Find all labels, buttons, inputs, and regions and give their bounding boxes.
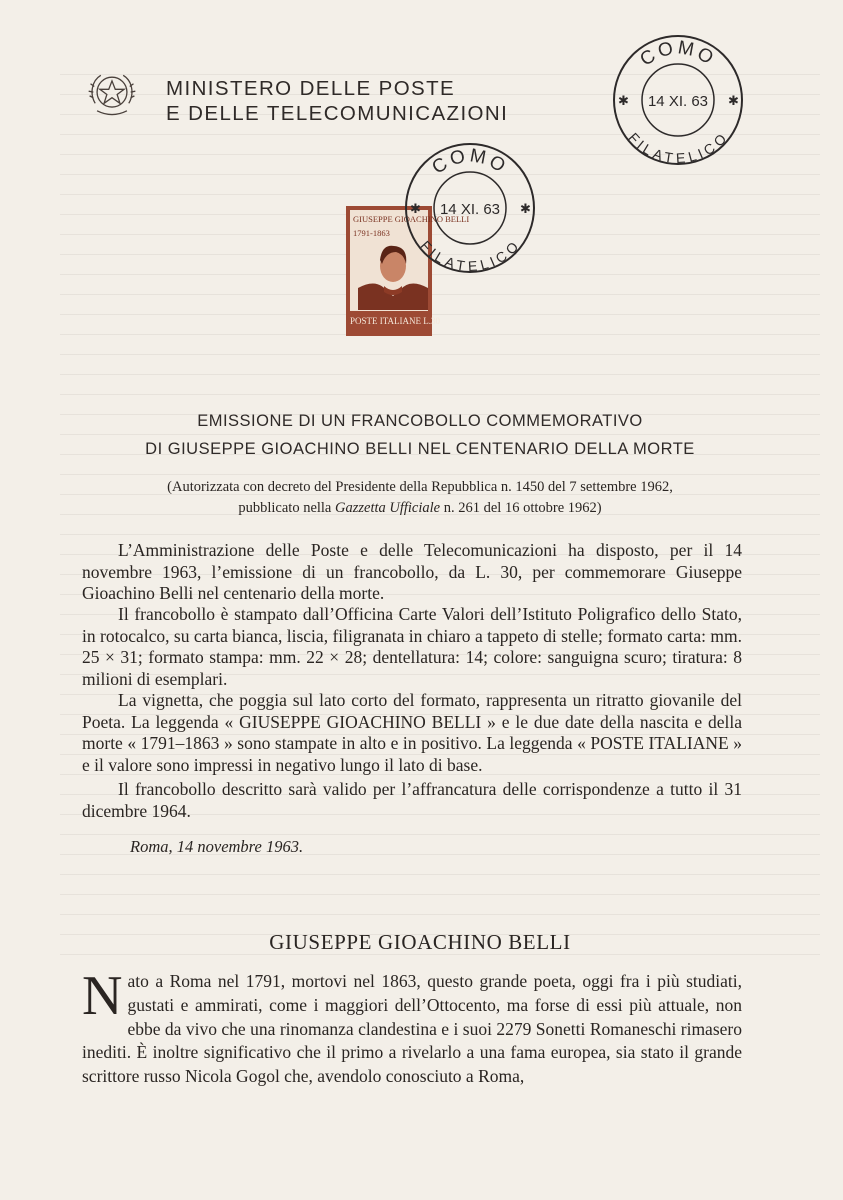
issue-heading-line-1: EMISSIONE DI UN FRANCOBOLLO COMMEMORATIVO bbox=[197, 412, 643, 430]
postmark-star-icon: ✱ bbox=[410, 201, 421, 216]
stamp-dates: 1791-1863 bbox=[353, 228, 390, 238]
biography-text: ato a Roma nel 1791, mortovi nel 1863, questo grande poeta, oggi fra i più studiati, gustati e ammirati, come i maggiori dell’Ottocento, ma forse di essi più attuale, non ebbe da vivo che una rinomanza clandestina e i suoi 2279 Sonetti Romaneschi rimasero inediti. È inoltre significativo che il primo a rivelarlo a una fama europea, sia stato il grande scrittore russo Nicola Gogol che, avendolo conosciuto a Roma, bbox=[82, 971, 742, 1087]
postmark-office: FILATELICO bbox=[625, 129, 731, 167]
authorization-line-1: (Autorizzata con decreto del Presidente della Repubblica n. 1450 del 7 settembre 1962, bbox=[167, 479, 673, 495]
postmark-office: FILATELICO bbox=[417, 237, 523, 275]
stamp-value-band: POSTE ITALIANE L.30 bbox=[350, 311, 428, 332]
drop-cap: N bbox=[82, 965, 123, 1027]
body-paragraph: Il francobollo è stampato dall’Officina Carte Valori dell’Istituto Poligrafico dello Stato, in rotocalco, su carta bianca, liscia, filigranata in chiaro a tappeto di stelle; formato carta: mm. 25 × 31; formato stampa: mm. 22 × 28; dentellatura: 14; colore: sanguigna scuro; tiratura: 8 milioni di esemplari. bbox=[82, 604, 742, 689]
svg-text:FILATELICO bbox=[417, 238, 522, 275]
postmark-star-icon: ✱ bbox=[520, 201, 531, 216]
section-title: GIUSEPPE GIOACHINO BELLI bbox=[269, 930, 571, 954]
issue-heading-line-2: DI GIUSEPPE GIOACHINO BELLI NEL CENTENARIO DELLA MORTE bbox=[145, 440, 695, 458]
place-date: Roma, 14 novembre 1963. bbox=[130, 837, 304, 856]
gazette-title: Gazzetta Ufficiale bbox=[335, 500, 441, 516]
body-paragraph: L’Amministrazione delle Poste e delle Telecomunicazioni ha disposto, per il 14 novembre 1963, l’emissione di un francobollo, da L. 30, per commemorare Giuseppe Gioachino Belli nel centenario della morte. bbox=[82, 540, 742, 603]
ministry-name bbox=[166, 76, 508, 126]
postmark-cancel-stamp bbox=[400, 138, 540, 278]
postmark-star-icon: ✱ bbox=[728, 93, 739, 108]
postmark-date: 14 XI. 63 bbox=[647, 93, 709, 110]
authorization-note bbox=[100, 477, 740, 519]
italian-emblem-icon bbox=[84, 66, 140, 122]
stamp-name: GIUSEPPE GIOACHINO BELLI bbox=[353, 214, 470, 224]
postmark-cancel-top bbox=[608, 30, 748, 170]
postmark-city: COMO bbox=[636, 37, 720, 71]
postmark-date: 14 XI. 63 bbox=[439, 201, 501, 218]
body-paragraph: Il francobollo descritto sarà valido per l’affrancatura delle corrispondenze a tutto il 31 dicembre 1964. bbox=[82, 779, 742, 821]
svg-text:FILATELICO bbox=[625, 130, 730, 167]
biography-paragraph bbox=[82, 965, 742, 1089]
ministry-line-1: MINISTERO DELLE POSTE bbox=[166, 77, 456, 100]
authorization-line-2: pubblicato nella Gazzetta Ufficiale n. 261 del 16 ottobre 1962) bbox=[238, 500, 602, 516]
ministry-line-2: E DELLE TELECOMUNICAZIONI bbox=[166, 102, 509, 125]
body-paragraph: La vignetta, che poggia sul lato corto del formato, rappresenta un ritratto giovanile del Poeta. La leggenda « GIUSEPPE GIOACHINO BELLI » e le due date della nascita e della morte « 1791–1863 » sono stampate in alto e in positivo. La leggenda « POSTE ITALIANE » e il valore sono impressi in negativo lungo il lato di base. bbox=[82, 690, 742, 775]
postmark-city: COMO bbox=[428, 145, 512, 179]
postmark-star-icon: ✱ bbox=[618, 93, 629, 108]
